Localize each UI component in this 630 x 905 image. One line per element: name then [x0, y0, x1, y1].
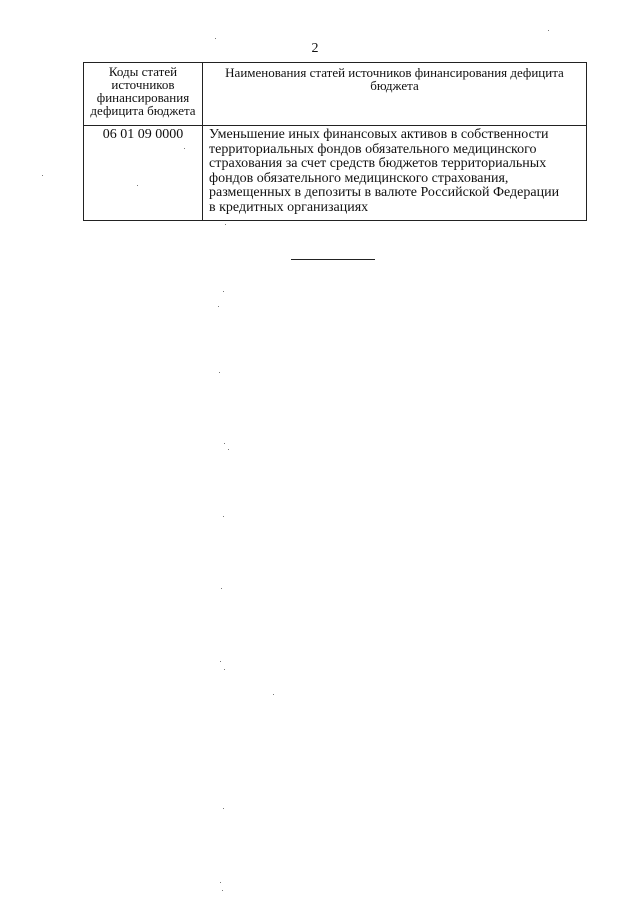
- scan-speck: [222, 890, 223, 891]
- row-name-line: фондов обязательного медицинского страхования,: [209, 170, 509, 186]
- row-name-line: в кредитных организациях: [209, 199, 369, 215]
- row-name-line: страхования за счет средств бюджетов территориальных: [209, 156, 547, 172]
- scan-speck: [220, 882, 221, 883]
- scan-speck: [220, 661, 221, 662]
- row-name: [203, 126, 587, 221]
- scan-speck: [273, 694, 274, 695]
- scan-speck: [223, 516, 224, 517]
- scan-speck: [215, 38, 216, 39]
- scan-speck: [228, 449, 229, 450]
- scan-speck: [224, 669, 225, 670]
- scan-speck: [221, 588, 222, 589]
- table-header-row: [84, 63, 587, 126]
- end-of-document-rule: [291, 259, 375, 260]
- header-codes-line: Коды статей: [108, 64, 178, 79]
- scan-speck: [223, 291, 224, 292]
- scan-speck: [219, 372, 220, 373]
- scan-speck: [42, 175, 43, 176]
- header-names-line: бюджета: [370, 78, 419, 93]
- row-name-line: Уменьшение иных финансовых активов в собственности: [209, 127, 549, 142]
- scan-speck: [223, 808, 224, 809]
- scan-speck: [137, 185, 138, 186]
- scan-speck: [225, 224, 226, 225]
- header-names-line: Наименования статей источников финансирования дефицита: [225, 65, 564, 80]
- header-codes-line: финансирования: [96, 90, 190, 105]
- header-codes-line: источников: [111, 77, 175, 92]
- scan-speck: [548, 30, 549, 31]
- scan-speck: [184, 148, 185, 149]
- header-names: [203, 63, 587, 126]
- scan-speck: [218, 306, 219, 307]
- header-codes: [84, 63, 203, 126]
- table-row: [84, 126, 587, 221]
- row-code: 06 01 09 0000: [84, 126, 203, 221]
- row-name-line: размещенных в депозиты в валюте Российской Федерации: [209, 185, 560, 201]
- page-number: 2: [311, 41, 319, 56]
- scan-speck: [224, 443, 225, 444]
- header-codes-line: дефицита бюджета: [90, 103, 196, 118]
- row-name-line: территориальных фондов обязательного медицинского: [209, 141, 537, 157]
- financing-sources-table: [83, 62, 587, 221]
